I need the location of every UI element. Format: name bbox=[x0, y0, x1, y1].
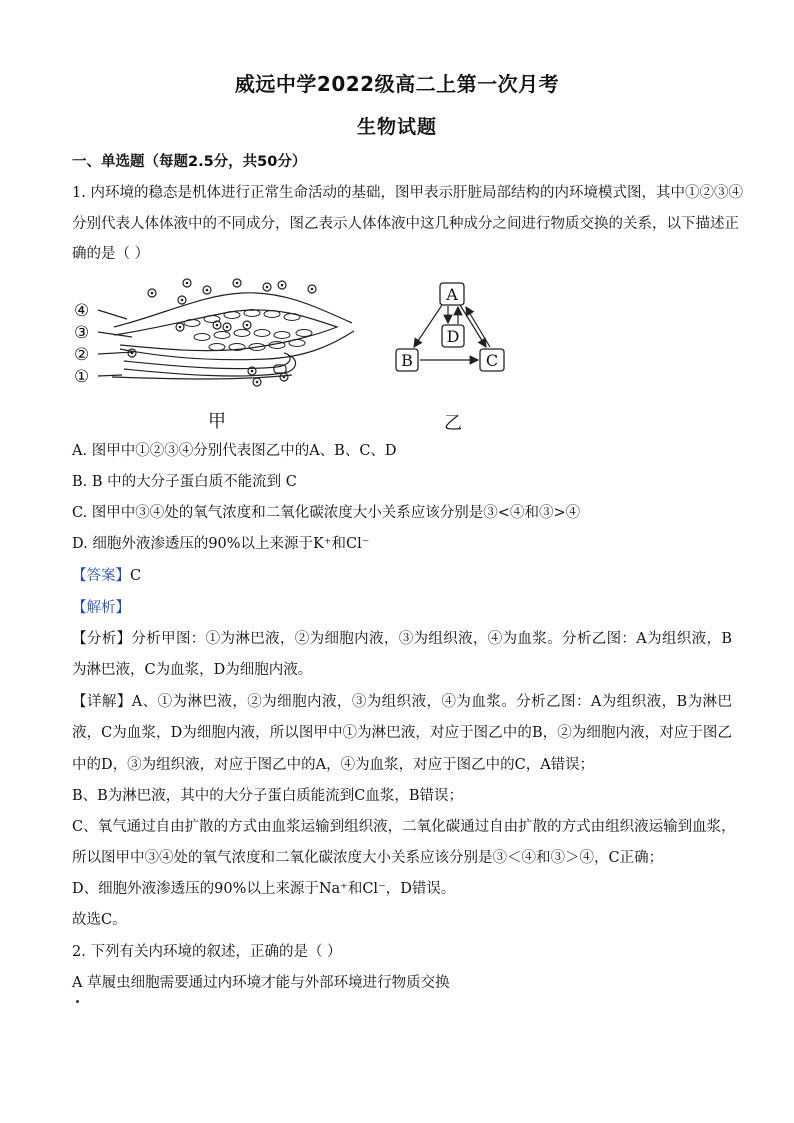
stray-dot bbox=[76, 1000, 79, 1003]
detail-text-1: A、①为淋巴液，②为细胞内液，③为组织液，④为血浆。分析乙图：A为组织液，B为淋巴 bbox=[131, 694, 732, 710]
q1-option-c: C. 图甲中③④处的氧气浓度和二氧化碳浓度大小关系应该分别是③<④和③>④ bbox=[72, 505, 581, 521]
yi-node-d: D bbox=[446, 327, 460, 346]
analysis-tag: 【解析】 bbox=[72, 600, 130, 616]
detail-line-2: 液，C为血浆，D为细胞内液，所以图甲中①为淋巴液，对应于图乙中的B，②为细胞内液，对应于图乙 bbox=[72, 725, 732, 741]
figure-jia-yi bbox=[72, 275, 532, 435]
jia-label-1: ① bbox=[74, 367, 90, 387]
q2-option-a: A 草履虫细胞需要通过内环境才能与外部环境进行物质交换 bbox=[72, 975, 450, 991]
detail-line-7: D、细胞外液渗透压的90%以上来源于Na⁺和Cl⁻，D错误。 bbox=[72, 881, 456, 897]
detail-line-5: C、氧气通过自由扩散的方式由血浆运输到组织液，二氧化碳通过自由扩散的方式由组织液运输到血浆， bbox=[72, 819, 736, 835]
section-heading: 一、单选题（每题2.5分，共50分） bbox=[72, 154, 307, 170]
jia-label-3: ③ bbox=[74, 323, 90, 343]
answer-row bbox=[72, 566, 732, 586]
q1-option-b: B. B 中的大分子蛋白质不能流到 C bbox=[72, 474, 297, 490]
answer-value: C bbox=[130, 568, 142, 584]
detail-tag: 【详解】 bbox=[72, 694, 132, 710]
detail-line-1 bbox=[72, 692, 732, 712]
fenxi-text-1: 分析甲图：①为淋巴液，②为细胞内液，③为组织液，④为血浆。分析乙图：A为组织液，B bbox=[131, 631, 733, 647]
page-subtitle: 生物试题 bbox=[356, 116, 437, 138]
answer-tag: 【答案】 bbox=[72, 568, 130, 584]
yi-node-c: C bbox=[485, 351, 499, 370]
detail-line-6: 所以图甲中③④处的氧气浓度和二氧化碳浓度大小关系应该分别是③＜④和③＞④，C正确； bbox=[72, 850, 664, 866]
q2-stem: 2. 下列有关内环境的叙述，正确的是（ ） bbox=[72, 944, 342, 960]
fenxi-line-1 bbox=[72, 629, 732, 649]
q1-figure bbox=[72, 275, 532, 435]
q1-option-d: D. 细胞外液渗透压的90%以上来源于K⁺和Cl⁻ bbox=[72, 536, 370, 552]
q1-option-a: A. 图甲中①②③④分别代表图乙中的A、B、C、D bbox=[72, 443, 397, 459]
conclusion: 故选C。 bbox=[72, 912, 127, 928]
q1-stem-line-2: 分别代表人体体液中的不同成分，图乙表示人体体液中这几种成分之间进行物质交换的关系，以下描述正 bbox=[72, 216, 739, 232]
figure-jia-caption: 甲 bbox=[208, 411, 226, 432]
yi-node-a: A bbox=[446, 285, 458, 304]
figure-jia-diagram bbox=[98, 279, 354, 386]
yi-node-b: B bbox=[401, 351, 413, 370]
q1-stem-line-1: 1. 内环境的稳态是机体进行正常生命活动的基础，图甲表示肝脏局部结构的内环境模式图，其中①②③④ bbox=[72, 185, 743, 201]
jia-label-4: ④ bbox=[74, 301, 90, 321]
jia-label-2: ② bbox=[74, 345, 90, 365]
q1-stem-line-3: 确的是（ ） bbox=[72, 246, 150, 262]
page-title: 威远中学2022级高二上第一次月考 bbox=[234, 72, 560, 96]
detail-line-3: 中的D，③为组织液，对应于图乙中的A，④为血浆，对应于图乙中的C，A错误； bbox=[72, 757, 595, 773]
detail-line-4: B、B为淋巴液，其中的大分子蛋白质能流到C血浆，B错误； bbox=[72, 788, 464, 804]
figure-yi-caption: 乙 bbox=[444, 413, 462, 434]
fenxi-tag: 【分析】 bbox=[72, 631, 132, 647]
analysis-row bbox=[72, 598, 732, 618]
fenxi-line-2: 为淋巴液，C为血浆，D为细胞内液。 bbox=[72, 662, 313, 678]
